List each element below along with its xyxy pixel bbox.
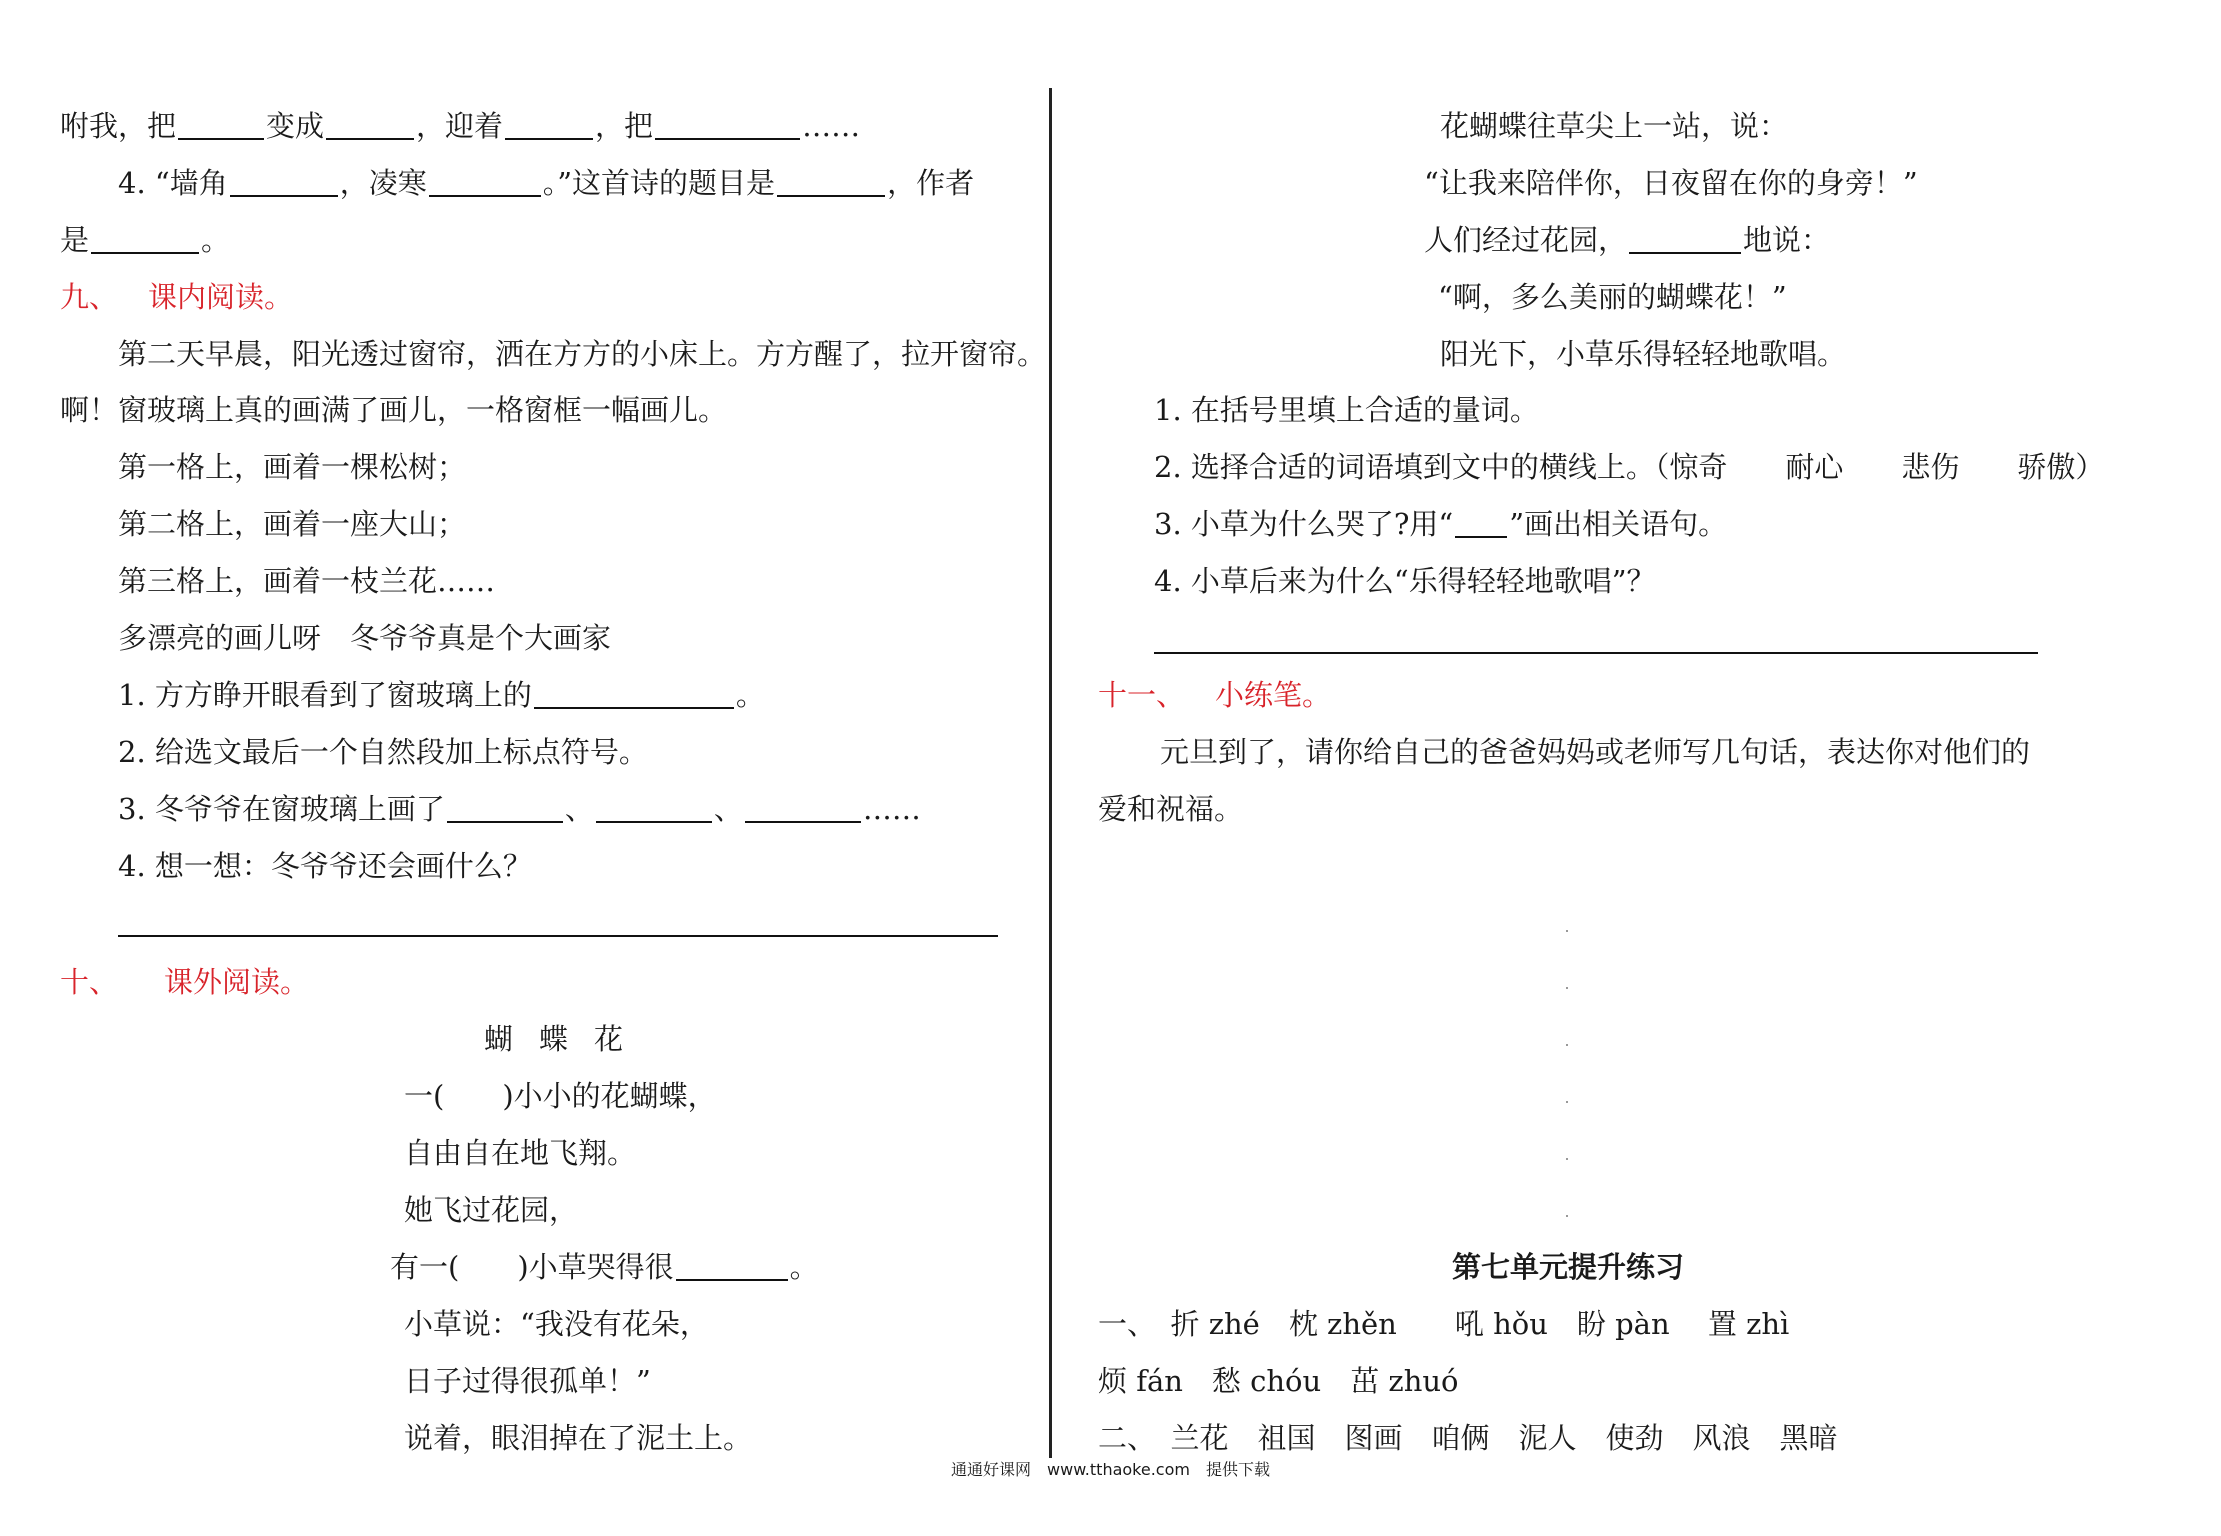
answer-line[interactable]	[118, 935, 998, 937]
passage-line: 第一格上，画着一棵松树；	[118, 450, 467, 484]
blank[interactable]	[1455, 506, 1507, 538]
poem-line: “啊，多么美丽的蝴蝶花！”	[1438, 280, 1787, 314]
blank[interactable]	[429, 165, 541, 197]
poem-line: 她飞过花园，	[404, 1193, 579, 1227]
poem-line: 花蝴蝶往草尖上一站，说：	[1440, 109, 1789, 143]
answer-row: 一、 折 zhé 枕 zhěn 吼 hǒu 盼 pàn 置 zhì	[1098, 1307, 1790, 1341]
passage-line: 第二格上，画着一座大山；	[118, 507, 467, 541]
blank[interactable]	[230, 165, 338, 197]
poem-line: 说着，眼泪掉在了泥土上。	[404, 1421, 753, 1455]
question-4-poem: 4. “墙角 ，凌寒 。”这首诗的题目是 ，作者	[118, 166, 975, 200]
passage-line: 啊！窗玻璃上真的画满了画儿，一格窗框一幅画儿。	[60, 393, 728, 427]
unit-title: 第七单元提升练习	[1452, 1250, 1685, 1284]
blank[interactable]	[447, 791, 563, 823]
poem-line: 人们经过花园， 地说：	[1424, 223, 1831, 257]
writing-prompt: 爱和祝福。	[1098, 792, 1244, 826]
poem-line: 日子过得很孤单！”	[404, 1364, 651, 1398]
question-4: 4. 想一想：冬爷爷还会画什么？	[118, 849, 532, 883]
answer-row: 二、 兰花 祖国 图画 咱俩 泥人 使劲 风浪 黑暗	[1098, 1421, 1838, 1455]
poem-line: 一( )小小的花蝴蝶，	[404, 1079, 717, 1113]
question-3: 3. 小草为什么哭了?用“ ”画出相关语句。	[1154, 507, 1728, 541]
question-4: 4. 小草后来为什么“乐得轻轻地歌唱”？	[1154, 564, 1656, 598]
passage-line: 第三格上，画着一枝兰花……	[118, 564, 496, 598]
section-9-heading: 九、 课内阅读。	[60, 280, 294, 314]
blank[interactable]	[534, 677, 734, 709]
blank[interactable]	[1629, 222, 1741, 254]
page-footer: 通通好课网 www.tthaoke.com 提供下载	[951, 1460, 1270, 1479]
scan-dot	[1566, 930, 1568, 932]
blank[interactable]	[676, 1249, 788, 1281]
blank[interactable]	[596, 791, 712, 823]
fill-line-1: 咐我，把 变成 ，迎着 ，把 ……	[60, 109, 861, 143]
writing-prompt: 元旦到了，请你给自己的爸爸妈妈或老师写几句话，表达你对他们的	[1160, 735, 2031, 769]
passage-line: 多漂亮的画儿呀 冬爷爷真是个大画家	[118, 621, 612, 655]
blank[interactable]	[91, 222, 199, 254]
scan-dot	[1566, 1215, 1568, 1217]
question-3: 3. 冬爷爷在窗玻璃上画了 、 、 ……	[118, 792, 921, 826]
poem-line: 阳光下，小草乐得轻轻地歌唱。	[1440, 337, 1847, 371]
column-divider	[1049, 88, 1052, 1458]
poem-line: “让我来陪伴你，日夜留在你的身旁！”	[1424, 166, 1918, 200]
scan-dot	[1566, 1101, 1568, 1103]
section-10-heading: 十、 课外阅读。	[60, 965, 310, 999]
blank[interactable]	[745, 791, 861, 823]
scan-dot	[1566, 1044, 1568, 1046]
blank[interactable]	[777, 165, 885, 197]
poem-line: 小草说：“我没有花朵，	[404, 1307, 709, 1341]
blank[interactable]	[178, 108, 264, 140]
question-1: 1. 方方睁开眼看到了窗玻璃上的 。	[118, 678, 765, 712]
scan-dot	[1566, 987, 1568, 989]
question-2: 2. 选择合适的词语填到文中的横线上。（惊奇 耐心 悲伤 骄傲）	[1154, 450, 2105, 484]
section-11-heading: 十一、 小练笔。	[1098, 678, 1332, 712]
blank[interactable]	[326, 108, 414, 140]
question-1: 1. 在括号里填上合适的量词。	[1154, 393, 1539, 427]
answer-row: 烦 fán 愁 chóu 茁 zhuó	[1098, 1364, 1459, 1398]
scan-dot	[1566, 1158, 1568, 1160]
question-2: 2. 给选文最后一个自然段加上标点符号。	[118, 735, 648, 769]
poem-line: 自由自在地飞翔。	[404, 1136, 637, 1170]
blank[interactable]	[505, 108, 593, 140]
passage-line: 第二天早晨，阳光透过窗帘，洒在方方的小床上。方方醒了，拉开窗帘。	[118, 337, 1047, 371]
author-line: 是 。	[60, 223, 231, 257]
answer-line[interactable]	[1154, 652, 2038, 654]
poem-line: 有一( )小草哭得很 。	[390, 1250, 819, 1284]
poem-title: 蝴蝶花	[484, 1022, 650, 1056]
blank[interactable]	[655, 108, 800, 140]
